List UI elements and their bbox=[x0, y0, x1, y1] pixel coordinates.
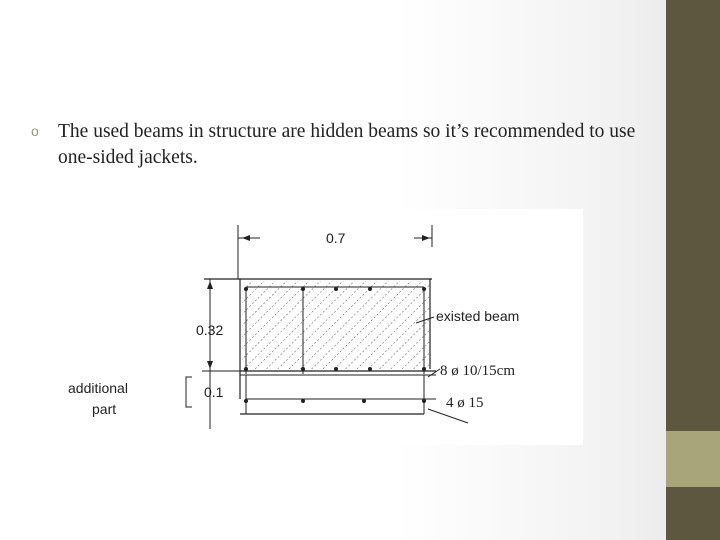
width-dim-arrow-left bbox=[242, 235, 250, 241]
side-decoration-rail bbox=[666, 0, 720, 540]
jacket-height-label: 0.1 bbox=[204, 384, 224, 400]
additional-part-bracket bbox=[186, 377, 192, 407]
rail-top-block bbox=[666, 0, 720, 431]
jacket-bar bbox=[422, 399, 426, 403]
top-bar bbox=[244, 287, 248, 291]
top-bar bbox=[422, 287, 426, 291]
width-dim-label: 0.7 bbox=[326, 230, 346, 246]
height-dim-label: 0.32 bbox=[196, 322, 224, 338]
rail-bottom-block bbox=[666, 487, 720, 540]
stirrups-label: 8 ø 10/15cm bbox=[440, 363, 515, 379]
top-bar bbox=[301, 287, 305, 291]
beam-section-figure bbox=[64, 209, 583, 445]
bottom-bar bbox=[422, 367, 426, 371]
jacket-bar bbox=[362, 399, 366, 403]
width-dim-arrow-right bbox=[422, 235, 430, 241]
additional-part-label-line1: additional bbox=[68, 380, 128, 396]
bottom-bar bbox=[368, 367, 372, 371]
bars-leader bbox=[428, 409, 468, 423]
top-bar bbox=[334, 287, 338, 291]
existed-beam-label: existed beam bbox=[436, 308, 520, 324]
bullet-marker: o bbox=[31, 123, 39, 139]
bottom-bar bbox=[244, 367, 248, 371]
bottom-bar bbox=[301, 367, 305, 371]
stirrups-leader bbox=[428, 369, 440, 377]
bottom-bar bbox=[334, 367, 338, 371]
jacket-bar bbox=[301, 399, 305, 403]
top-bar bbox=[368, 287, 372, 291]
height-dim-arrow-mid bbox=[207, 361, 213, 369]
bars-label: 4 ø 15 bbox=[446, 395, 484, 411]
additional-part-label-line2: part bbox=[92, 401, 117, 417]
rail-accent-block bbox=[666, 431, 720, 487]
jacket-bar bbox=[244, 399, 248, 403]
existing-beam-hatch bbox=[242, 281, 430, 369]
height-dim-arrow-top bbox=[207, 281, 213, 289]
beam-section-drawing bbox=[64, 209, 583, 445]
bullet-text: The used beams in structure are hidden beams so it’s recommended to use one-sided jackets. bbox=[58, 121, 636, 168]
